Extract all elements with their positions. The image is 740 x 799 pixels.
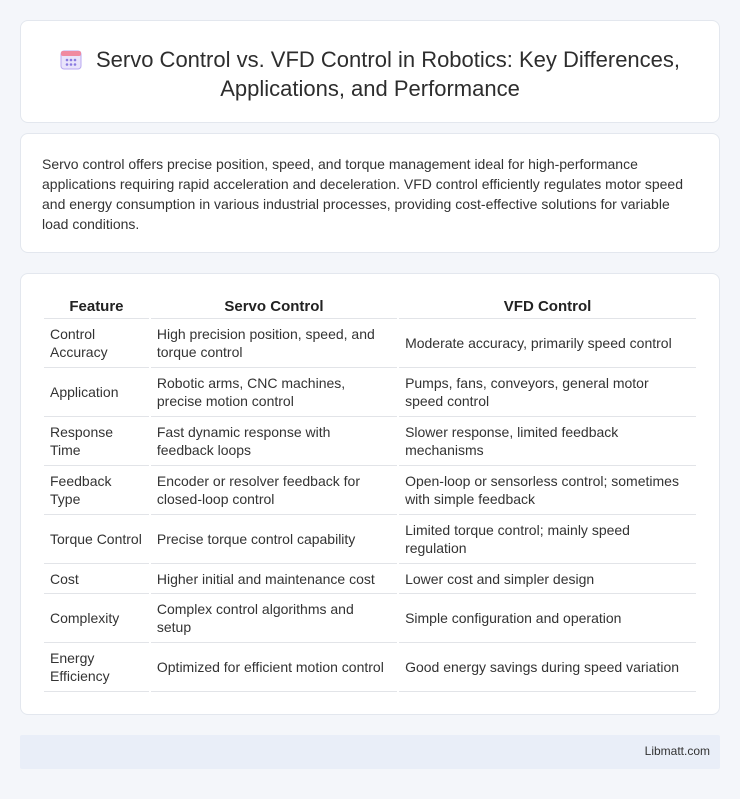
vfd-cell: Limited torque control; mainly speed regulation xyxy=(399,515,696,564)
table-row xyxy=(44,515,696,564)
vfd-cell: Pumps, fans, conveyors, general motor speed control xyxy=(399,368,696,417)
comparison-card xyxy=(20,273,720,715)
footer-brand[interactable]: Libmatt.com xyxy=(644,744,710,758)
header-vfd: VFD Control xyxy=(399,295,696,319)
vfd-cell: Simple configuration and operation xyxy=(399,594,696,643)
table-row xyxy=(44,564,696,594)
servo-cell: Complex control algorithms and setup xyxy=(151,594,397,643)
summary-card xyxy=(20,133,720,253)
servo-cell: Precise torque control capability xyxy=(151,515,397,564)
feature-cell: Torque Control xyxy=(44,515,149,564)
page-title-block xyxy=(21,45,719,103)
feature-cell: Feedback Type xyxy=(44,466,149,515)
servo-cell: Optimized for efficient motion control xyxy=(151,643,397,692)
vfd-cell: Open-loop or sensorless control; sometimes with simple feedback xyxy=(399,466,696,515)
header-servo: Servo Control xyxy=(151,295,397,319)
servo-cell: High precision position, speed, and torque control xyxy=(151,319,397,368)
table-row xyxy=(44,466,696,515)
comparison-table xyxy=(42,295,698,692)
servo-cell: Fast dynamic response with feedback loops xyxy=(151,417,397,466)
vfd-cell: Lower cost and simpler design xyxy=(399,564,696,594)
servo-cell: Encoder or resolver feedback for closed-loop control xyxy=(151,466,397,515)
title-card xyxy=(20,20,720,123)
servo-cell: Robotic arms, CNC machines, precise motion control xyxy=(151,368,397,417)
table-row xyxy=(44,319,696,368)
table-row xyxy=(44,643,696,692)
calendar-icon xyxy=(60,48,82,70)
header-feature: Feature xyxy=(44,295,149,319)
table-row xyxy=(44,368,696,417)
feature-cell: Energy Efficiency xyxy=(44,643,149,692)
page-title: Servo Control vs. VFD Control in Robotics: Key Differences, Applications, and Performance xyxy=(95,47,681,101)
feature-cell: Response Time xyxy=(44,417,149,466)
summary-paragraph: Servo control offers precise position, speed, and torque management ideal for high-performance applications requiring rapid acceleration and deceleration. VFD control efficiently regulates motor speed and energy consumption in various industrial processes, providing cost-effective solutions for variable load conditions. xyxy=(42,156,683,232)
table-row xyxy=(44,417,696,466)
servo-cell: Higher initial and maintenance cost xyxy=(151,564,397,594)
table-header-row xyxy=(44,295,696,319)
table-row xyxy=(44,594,696,643)
feature-cell: Cost xyxy=(44,564,149,594)
vfd-cell: Good energy savings during speed variation xyxy=(399,643,696,692)
vfd-cell: Moderate accuracy, primarily speed control xyxy=(399,319,696,368)
feature-cell: Complexity xyxy=(44,594,149,643)
footer-bar xyxy=(20,735,720,769)
vfd-cell: Slower response, limited feedback mechanisms xyxy=(399,417,696,466)
feature-cell: Control Accuracy xyxy=(44,319,149,368)
feature-cell: Application xyxy=(44,368,149,417)
